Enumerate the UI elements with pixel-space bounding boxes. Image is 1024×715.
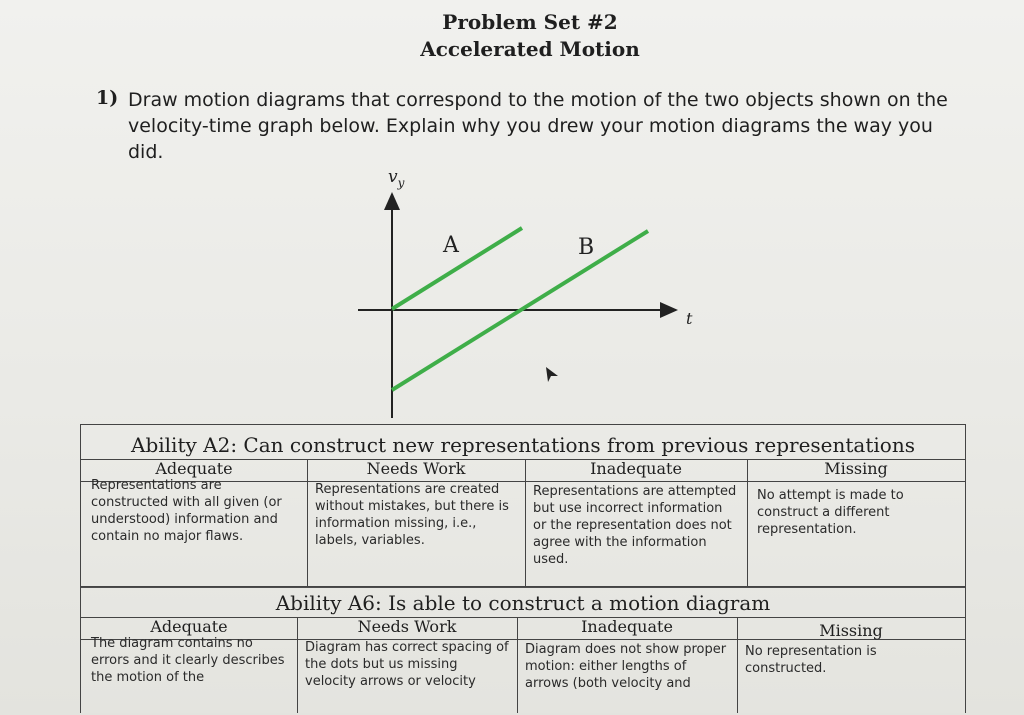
rubric-a2-head-needs-work: Needs Work: [366, 459, 466, 478]
rubric-a2-table: [80, 424, 966, 588]
rubric-a2-cell-adequate: Representations are constructed with all given (or understood) information and contain no major flaws.: [91, 478, 282, 544]
rubric-a6-table: [80, 586, 966, 713]
rubric-a6-cell-needs-work: Diagram has correct spacing of the dots but us missing velocity arrows or velocity: [305, 640, 509, 689]
y-axis-label: $v_y$: [388, 167, 405, 190]
rubric-a6-cell-inadequate: Diagram does not show proper motion: either lengths of arrows (both velocity and: [525, 642, 727, 691]
rubric-a6-title: Ability A6: Is able to construct a motion diagram: [275, 591, 771, 615]
page-title: Problem Set #2: [442, 10, 618, 34]
mouse-cursor-icon: [546, 367, 558, 382]
x-axis-label: t: [686, 309, 693, 328]
question-text: Draw motion diagrams that correspond to the motion of the two objects shown on the velocity-time graph below. Explain why you drew your motion diagrams the way you did.: [128, 89, 948, 163]
rubric-a2-title: Ability A2: Can construct new representations from previous representations: [131, 433, 915, 457]
rubric-a2-cell-needs-work: Representations are created without mistakes, but there is information missing, i.e., labels, variables.: [315, 482, 509, 548]
question-number: 1): [96, 87, 119, 109]
rubric-a6-head-adequate: Adequate: [150, 617, 228, 636]
line-a-label: A: [443, 233, 459, 258]
rubric-a2-cell-inadequate: Representations are attempted but use incorrect information or the representation does not agree with the information used.: [533, 484, 737, 567]
rubric-a6-head-inadequate: Inadequate: [581, 617, 673, 636]
rubric-a2-head-adequate: Adequate: [155, 459, 233, 478]
rubric-a6-head-missing: Missing: [819, 621, 883, 640]
rubric-a6-head-needs-work: Needs Work: [357, 617, 457, 636]
velocity-time-graph: [340, 160, 720, 425]
line-b-label: B: [578, 235, 595, 260]
rubric-a2-head-inadequate: Inadequate: [590, 459, 682, 478]
rubric-a2-head-missing: Missing: [824, 459, 888, 478]
rubric-a6-cell-missing: No representation is constructed.: [745, 644, 877, 676]
rubric-a6-cell-adequate: The diagram contains no errors and it clearly describes the motion of the: [91, 636, 285, 685]
rubric-a2-cell-missing: No attempt is made to construct a different representation.: [757, 488, 904, 537]
page-subtitle: Accelerated Motion: [420, 37, 640, 61]
